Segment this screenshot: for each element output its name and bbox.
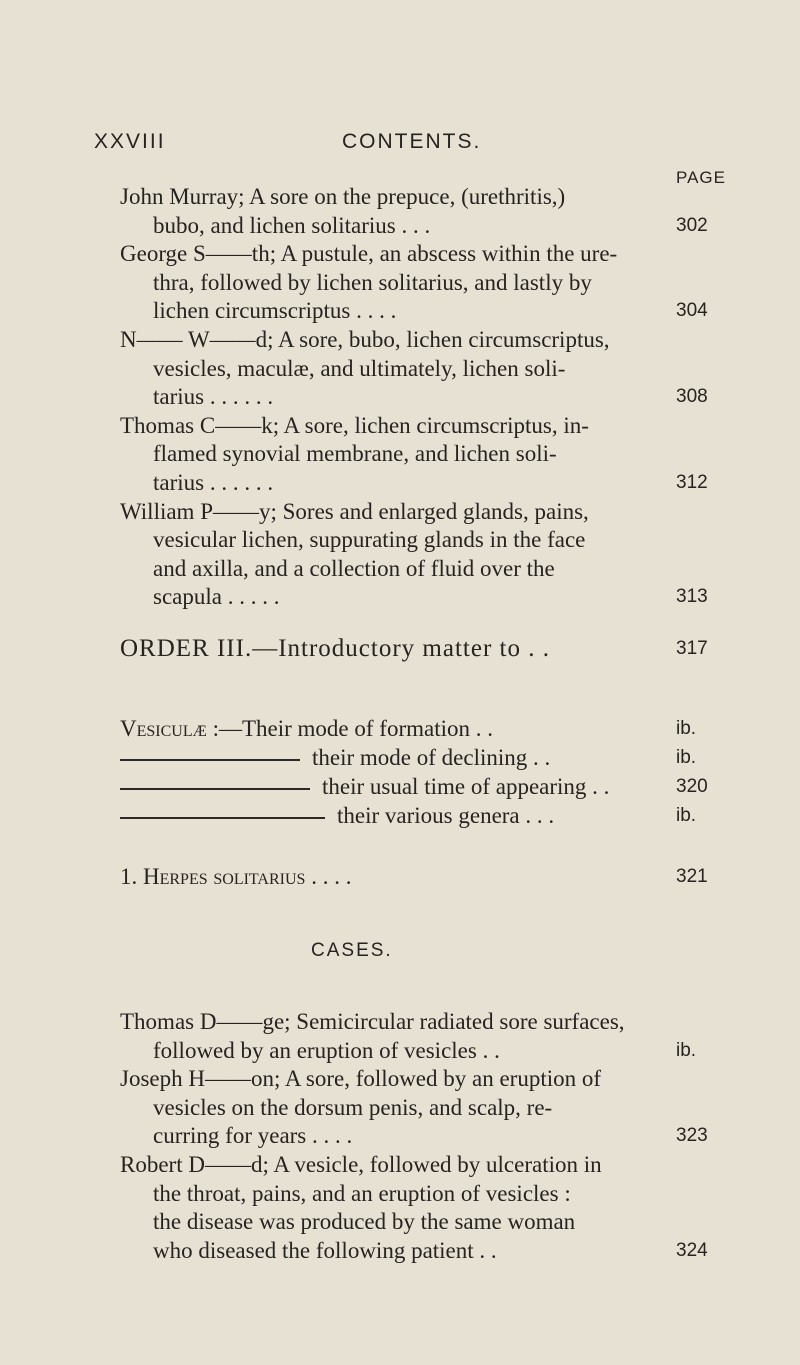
- vesiculae-sub-text: their mode of declining . .: [312, 745, 551, 770]
- toc-entry-text: followed by an eruption of vesicles . .: [153, 1037, 500, 1063]
- toc-entry-text: who diseased the following patient . .: [153, 1237, 497, 1263]
- vesiculae-sub-line: [0, 799, 800, 833]
- toc-entry-text: bubo, and lichen solitarius . . .: [153, 212, 431, 238]
- toc-entry-page: 323: [676, 1125, 708, 1147]
- order-page-number: 317: [676, 638, 708, 659]
- herpes-label: Herpes solitarius: [143, 864, 306, 889]
- herpes-number: 1.: [120, 864, 138, 889]
- toc-entry-page: 304: [676, 300, 708, 322]
- toc-entry-page: 313: [676, 586, 708, 608]
- vesiculae-sub-page: ib.: [676, 747, 697, 768]
- order-heading-text: ORDER III.—Introductory matter to . .: [120, 635, 550, 662]
- toc-entry-line: [0, 580, 800, 614]
- toc-entry-line: [0, 1234, 800, 1268]
- vesiculae-sub-text: their usual time of appearing . .: [322, 774, 610, 799]
- vesiculae-sub-page: 320: [676, 776, 708, 797]
- herpes-page-number: 321: [676, 866, 708, 887]
- running-header: CONTENTS.: [342, 130, 482, 153]
- toc-entry-text: Thomas C——k; A sore, lichen circumscriptus, in-: [120, 412, 589, 438]
- vesiculae-label: Vesiculæ: [120, 716, 207, 741]
- toc-entry-text: N—— W——d; A sore, bubo, lichen circumscriptus,: [120, 327, 610, 352]
- toc-entry-text: John Murray; A sore on the prepuce, (urethritis,): [120, 184, 566, 209]
- toc-entry-page: ib.: [676, 1039, 697, 1061]
- toc-entry-text: vesicles on the dorsum penis, and scalp, re-: [153, 1094, 553, 1120]
- cases-heading: CASES.: [311, 940, 393, 961]
- toc-entry-text: vesicular lichen, suppurating glands in the face: [153, 527, 586, 553]
- toc-entry-page: 302: [676, 214, 708, 236]
- ditto-rule: [120, 817, 325, 819]
- vesiculae-rest: :—Their mode of formation . .: [206, 716, 493, 741]
- toc-entry-text: William P——y; Sores and enlarged glands, pains,: [120, 498, 589, 524]
- toc-entry-text: the disease was produced by the same woman: [153, 1209, 576, 1235]
- vesiculae-sub-text: their various genera . . .: [337, 803, 555, 828]
- toc-entry-text: Robert D——d; A vesicle, followed by ulceration in: [120, 1152, 602, 1177]
- vesiculae-page: ib.: [676, 718, 697, 739]
- toc-entry-text: curring for years . . . .: [153, 1123, 353, 1149]
- toc-entry-page: 308: [676, 386, 708, 408]
- toc-entry-text: tarius . . . . . .: [153, 384, 274, 410]
- toc-entry-page: 312: [676, 472, 708, 493]
- toc-entry-text: and axilla, and a collection of fluid over the: [153, 555, 555, 581]
- ditto-rule: [120, 759, 300, 761]
- toc-entry-text: Joseph H——on; A sore, followed by an eruption of: [120, 1066, 602, 1092]
- toc-entry-text: vesicles, maculæ, and ultimately, lichen soli-: [153, 355, 566, 381]
- order-page-row: [0, 632, 800, 666]
- toc-entry-text: flamed synovial membrane, and lichen soli-: [153, 441, 557, 467]
- toc-entry-text: George S——th; A pustule, an abscess within the ure-: [120, 241, 618, 267]
- toc-entry-text: thra, followed by lichen solitarius, and lastly by: [153, 269, 592, 295]
- toc-entry-text: lichen circumscriptus . . . .: [153, 298, 397, 324]
- vesiculae-sub-page: ib.: [676, 805, 697, 826]
- herpes-page-row: [0, 860, 800, 894]
- page-number-roman: XXVIII: [94, 130, 166, 153]
- toc-entry-text: the throat, pains, and an eruption of vesicles :: [153, 1180, 571, 1206]
- toc-entry-text: Thomas D——ge; Semicircular radiated sore surfaces,: [120, 1009, 625, 1034]
- ditto-rule: [120, 788, 310, 790]
- page-column-heading: PAGE: [676, 168, 726, 187]
- toc-entry-page: 324: [676, 1239, 708, 1261]
- vesiculae-sub-entry: [120, 799, 554, 833]
- toc-entry-text: scapula . . . . .: [153, 584, 280, 610]
- herpes-dots: . . . .: [305, 864, 352, 889]
- toc-entry-text: tarius . . . . . .: [153, 470, 274, 495]
